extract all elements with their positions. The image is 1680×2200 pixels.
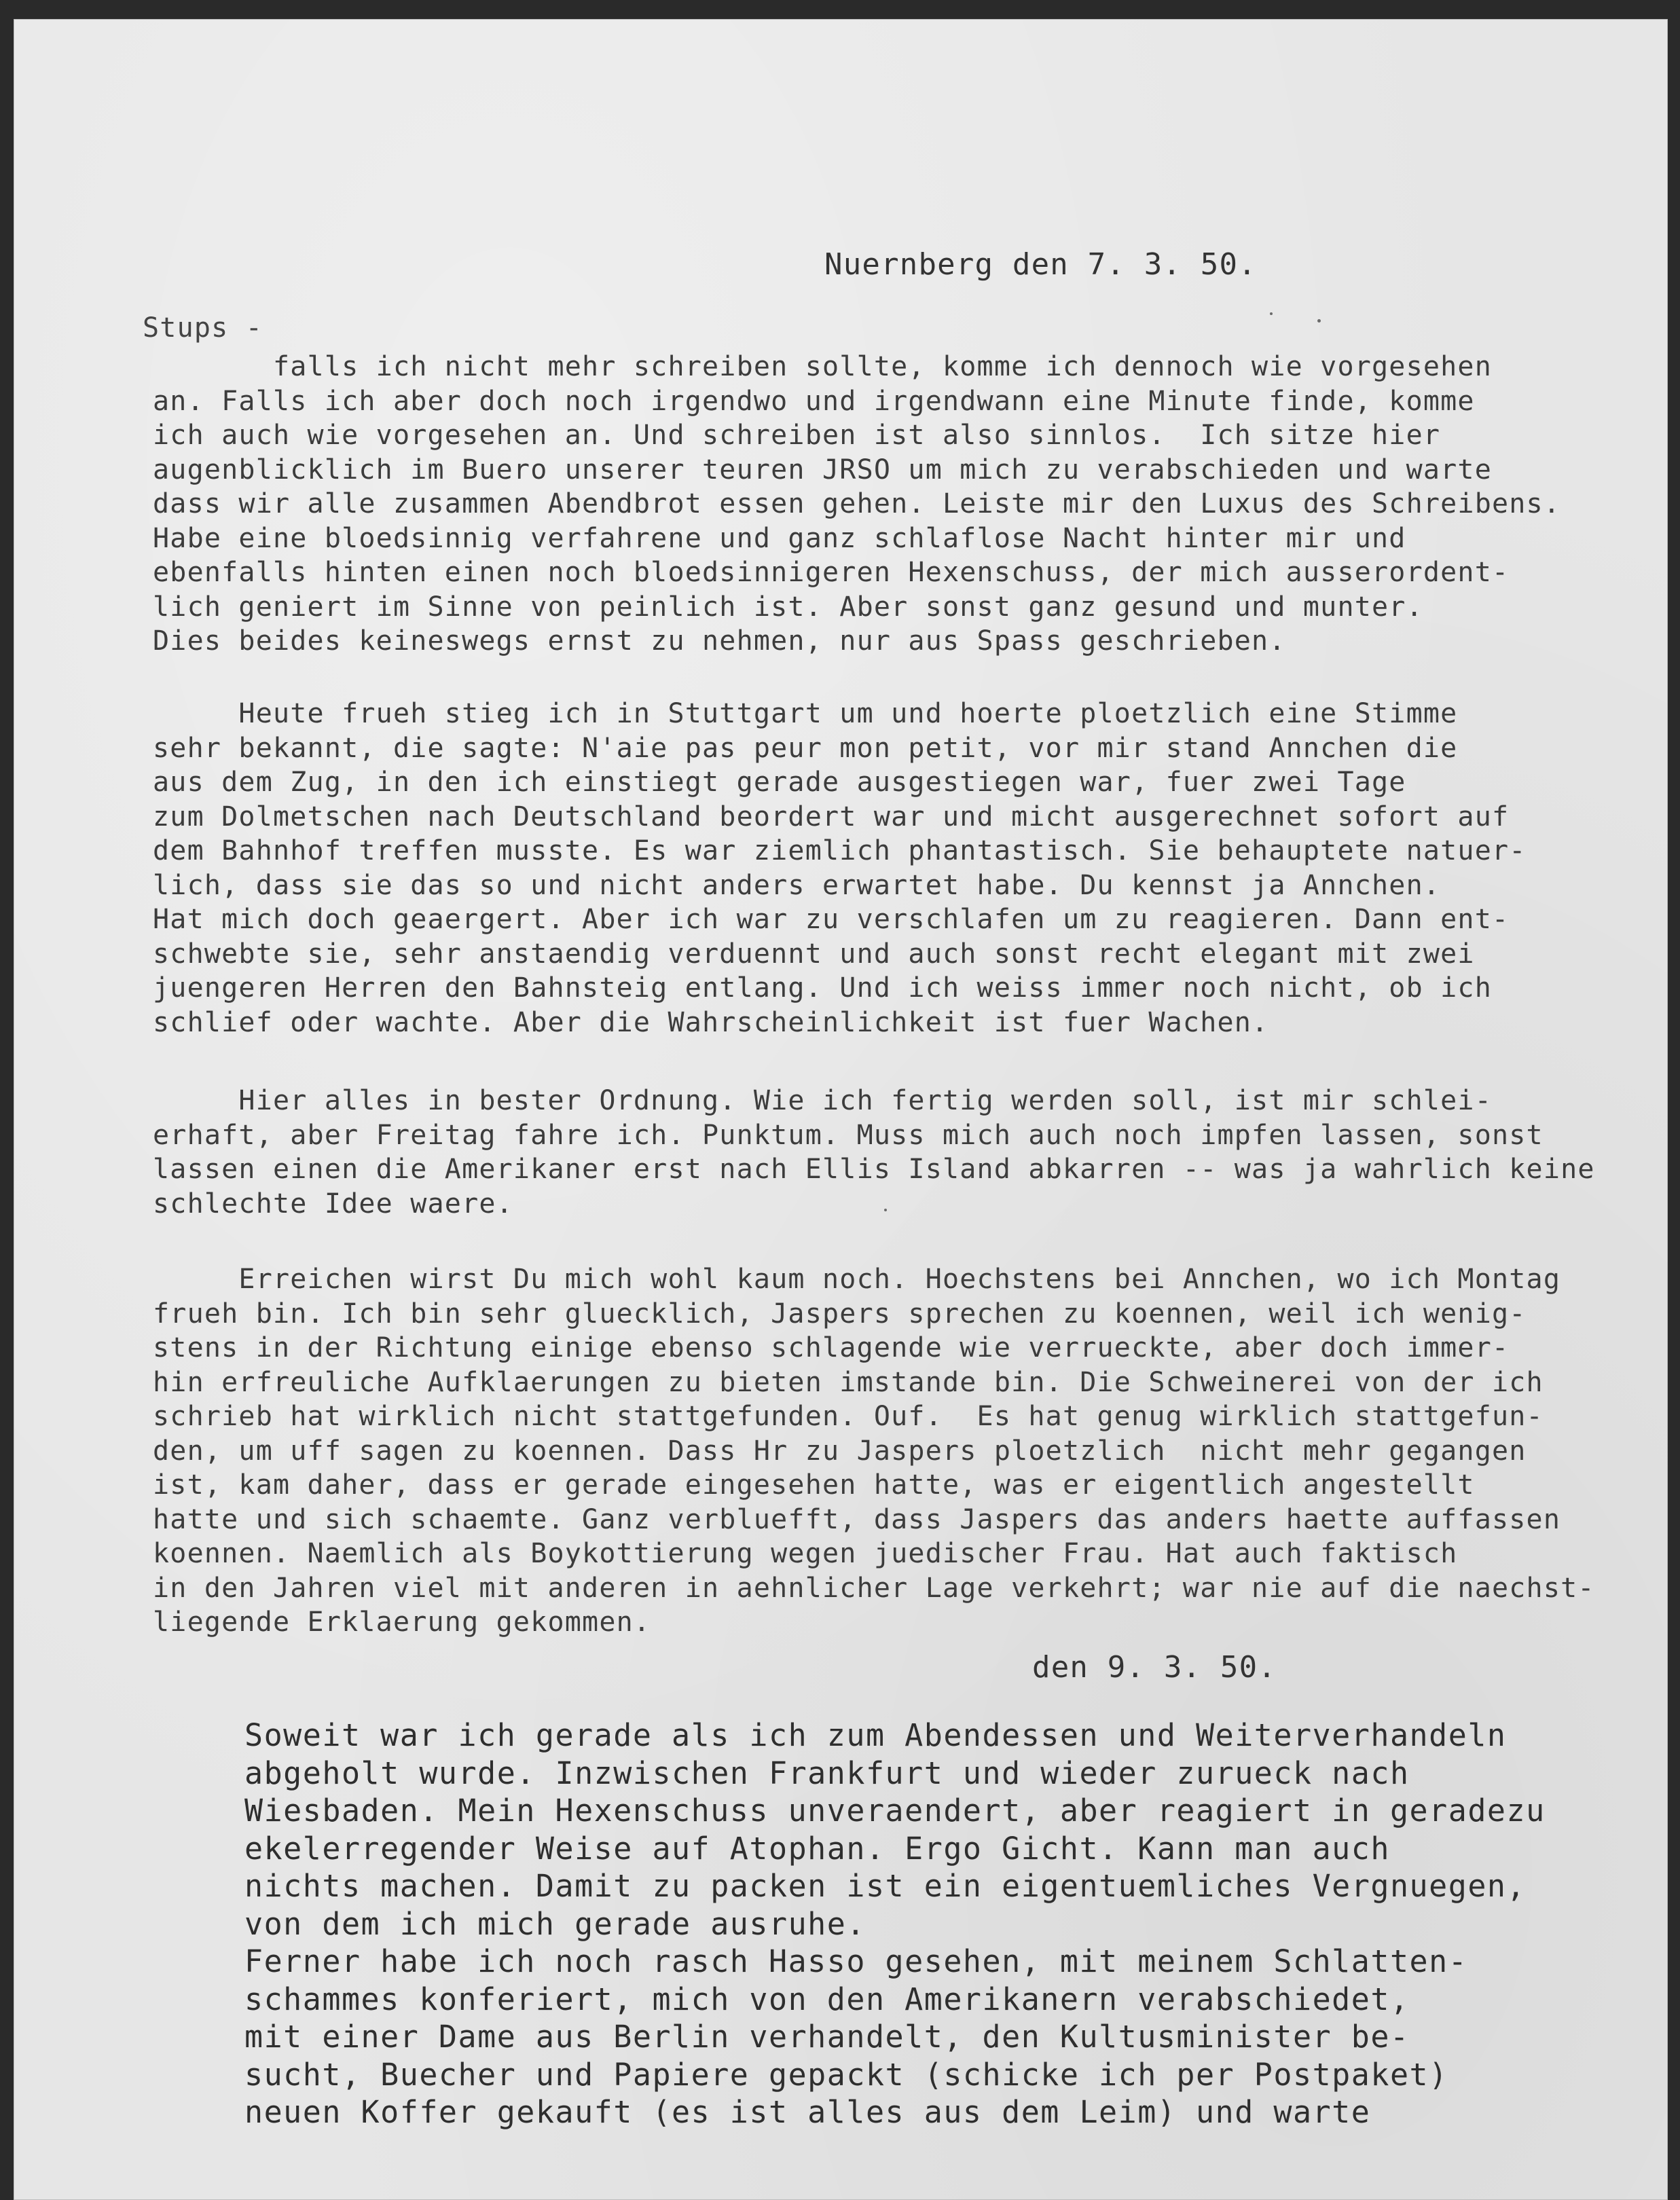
letter-continuation-paragraph: Soweit war ich gerade als ich zum Abendessen und Weiterverhandeln abgeholt wurde. Inzwischen Frankfurt und wieder zurueck nach Wiesbaden. Mein Hexenschuss unveraendert, aber reagiert in geradezu ekelerregender Weise auf Atophan. Ergo Gicht. Kann man auch nichts machen. Damit zu packen ist ein eigentuemliches Vergnuegen, von dem ich mich gerade ausruhe. Ferner habe ich noch rasch Hasso gesehen, mit meinem Schlatten- schammes konferiert, mich von den Amerikanern verabschiedet, mit einer Dame aus Berlin verhandelt, den Kultusminister be- sucht, Buecher und Papiere gepackt (schicke ich per Postpaket) neuen Koffer gekauft (es ist alles aus dem Leim) und warte bbox=[244, 1717, 1546, 2130]
letter-second-date: den 9. 3. 50. bbox=[1032, 1650, 1277, 1685]
letter-paragraph-4: Erreichen wirst Du mich wohl kaum noch. Hoechstens bei Annchen, wo ich Montag frueh bin. Ich bin sehr gluecklich, Jaspers sprechen zu koennen, weil ich wenig- stens in der Richtung einige ebenso schlagende wie verrueckte, aber doch immer- hin erfreuliche Aufklaerungen zu bieten imstande bin. Die Schweinerei von der ich schrieb hat wirklich nicht stattgefunden. Ouf. Es hat genug wirklich stattgefun- den, um uff sagen zu koennen. Dass Hr zu Jaspers ploetzlich nicht mehr gegangen ist, kam daher, dass er gerade eingesehen hatte, was er eigentlich angestellt hatte und sich schaemte. Ganz verbluefft, dass Jaspers das anders haette auffassen koennen. Naemlich als Boykottierung wegen juedischer Frau. Hat auch faktisch in den Jahren viel mit anderen in aehnlicher Lage verkehrt; war nie auf die naechst- liegende Erklaerung gekommen. bbox=[153, 1264, 1595, 1638]
letter-page bbox=[14, 19, 1668, 2200]
paper-speck bbox=[884, 1209, 887, 1211]
letter-salutation: Stups - bbox=[143, 312, 263, 344]
letter-paragraph-2: Heute frueh stieg ich in Stuttgart um und hoerte ploetzlich eine Stimme sehr bekannt, die sagte: N'aie pas peur mon petit, vor mir stand Annchen die aus dem Zug, in den ich einstiegt gerade ausgestiegen war, fuer zwei Tage zum Dolmetschen nach Deutschland beordert war und micht ausgerechnet sofort auf dem Bahnhof treffen musste. Es war ziemlich phantastisch. Sie behauptete natuer- lich, dass sie das so und nicht anders erwartet habe. Du kennst ja Annchen. Hat mich doch geaergert. Aber ich war zu verschlafen um zu reagieren. Dann ent- schwebte sie, sehr anstaendig verduennt und auch sonst recht elegant mit zwei juengeren Herren den Bahnsteig entlang. Und ich weiss immer noch nicht, ob ich schlief oder wachte. Aber die Wahrscheinlichkeit ist fuer Wachen. bbox=[153, 698, 1527, 1038]
letter-paragraph-1: falls ich nicht mehr schreiben sollte, komme ich dennoch wie vorgesehen an. Falls ich aber doch noch irgendwo und irgendwann eine Minute finde, komme ich auch wie vorgesehen an. Und schreiben ist also sinnlos. Ich sitze hier augenblicklich im Buero unserer teuren JRSO um mich zu verabschieden und warte dass wir alle zusammen Abendbrot essen gehen. Leiste mir den Luxus des Schreibens. Habe eine bloedsinnig verfahrene und ganz schlaflose Nacht hinter mir und ebenfalls hinten einen noch bloedsinnigeren Hexenschuss, der mich ausserordent- lich geniert im Sinne von peinlich ist. Aber sonst ganz gesund und munter. Dies beides keineswegs ernst zu nehmen, nur aus Spass geschrieben. bbox=[153, 351, 1561, 657]
paper-speck bbox=[1270, 312, 1273, 315]
paper-speck bbox=[1317, 319, 1321, 323]
letter-date-line: Nuernberg den 7. 3. 50. bbox=[824, 247, 1257, 282]
letter-paragraph-3: Hier alles in bester Ordnung. Wie ich fertig werden soll, ist mir schlei- erhaft, aber Freitag fahre ich. Punktum. Muss mich auch noch impfen lassen, sonst lassen einen die Amerikaner erst nach Ellis Island abkarren -- was ja wahrlich keine schlechte Idee waere. bbox=[153, 1085, 1595, 1220]
